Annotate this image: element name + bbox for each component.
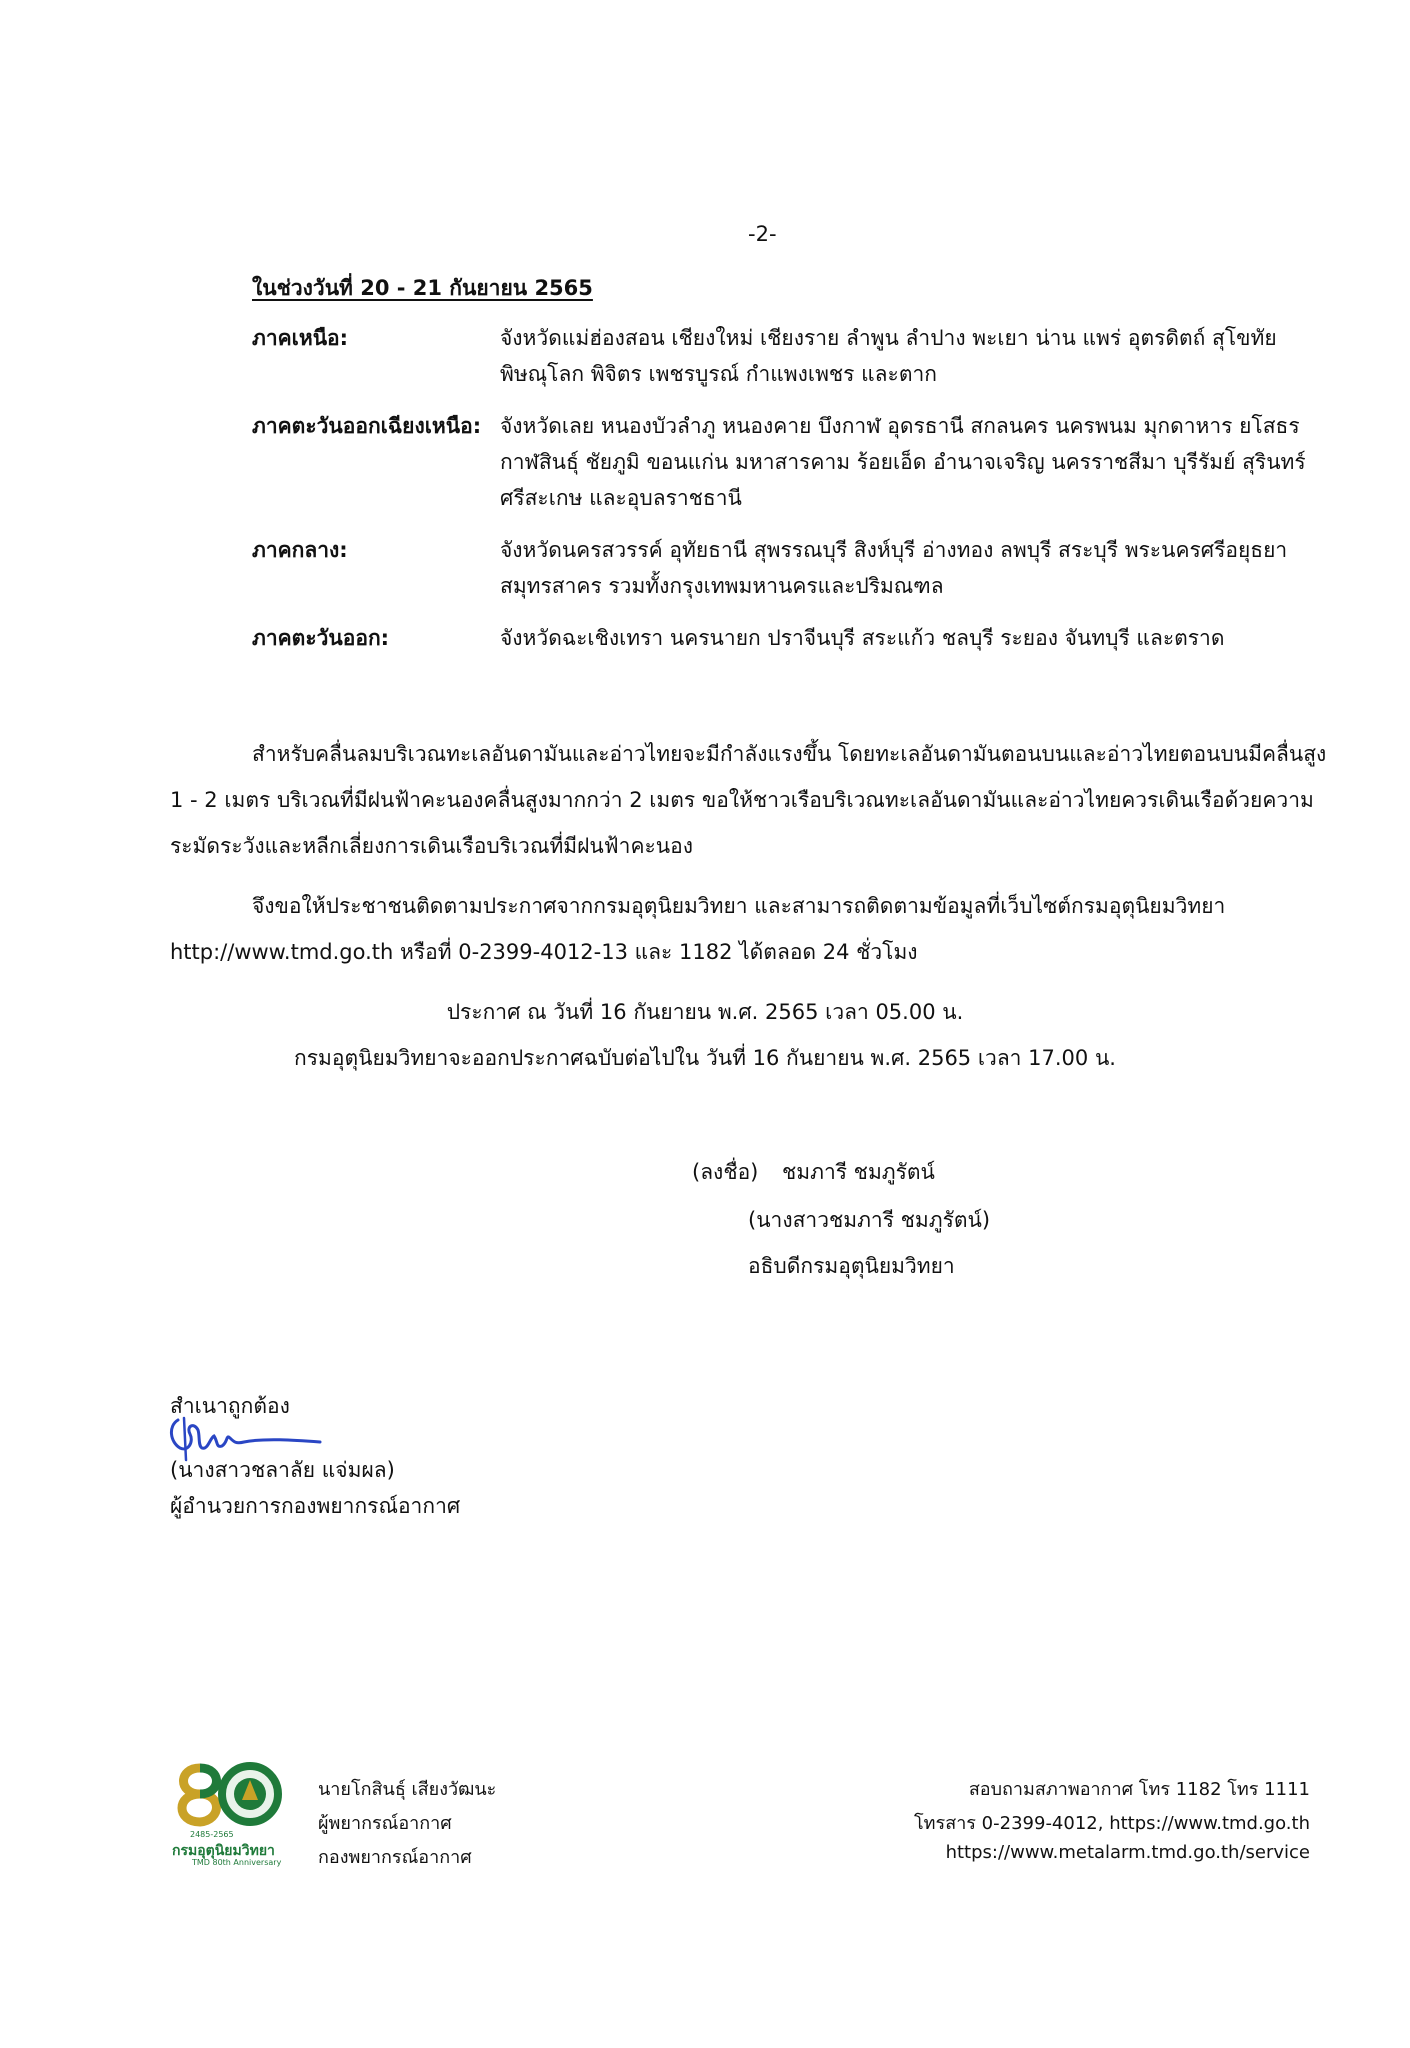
certified-position: ผู้อำนวยการกองพยากรณ์อากาศ	[170, 1494, 461, 1518]
page-number: -2-	[748, 222, 777, 246]
signed-label: (ลงชื่อ)	[692, 1160, 759, 1184]
region-line: พิษณุโลก พิจิตร เพชรบูรณ์ กำแพงเพชร และตาก	[500, 362, 937, 386]
follow-paragraph-line: จึงขอให้ประชาชนติดตามประกาศจากกรมอุตุนิยมวิทยา และสามารถติดตามข้อมูลที่เว็บไซต์กรมอุตุนิยมวิทยา	[252, 894, 1226, 918]
region-name-northeast: ภาคตะวันออกเฉียงเหนือ:	[252, 414, 482, 438]
certified-name: (นางสาวชลาลัย แจ่มผล)	[170, 1458, 395, 1482]
wave-paragraph-line: สำหรับคลื่นลมบริเวณทะเลอันดามันและอ่าวไทยจะมีกำลังแรงขึ้น โดยทะเลอันดามันตอนบนและอ่าวไทยตอนบนมีคลื่นสูง	[252, 742, 1327, 766]
footer-forecaster-division: กองพยากรณ์อากาศ	[318, 1847, 472, 1868]
next-announce: กรมอุตุนิยมวิทยาจะออกประกาศฉบับต่อไปใน วันที่ 16 กันยายน พ.ศ. 2565 เวลา 17.00 น.	[294, 1046, 1116, 1070]
certified-label: สำเนาถูกต้อง	[170, 1394, 290, 1418]
region-name-north: ภาคเหนือ:	[252, 326, 349, 350]
footer-forecaster-title: ผู้พยากรณ์อากาศ	[318, 1813, 452, 1834]
region-line: จังหวัดนครสวรรค์ อุทัยธานี สุพรรณบุรี สิงห์บุรี อ่างทอง ลพบุรี สระบุรี พระนครศรีอยุธยา	[500, 538, 1288, 562]
wave-paragraph-line: ระมัดระวังและหลีกเลี่ยงการเดินเรือบริเวณที่มีฝนฟ้าคะนอง	[170, 834, 694, 858]
footer-forecaster-name: นายโกสินธุ์ เสียงวัฒนะ	[318, 1779, 497, 1800]
region-line: จังหวัดแม่ฮ่องสอน เชียงใหม่ เชียงราย ลำพูน ลำปาง พะเยา น่าน แพร่ อุตรดิตถ์ สุโขทัย	[500, 326, 1277, 350]
tmd-80th-logo	[170, 1760, 288, 1870]
footer-phone: สอบถามสภาพอากาศ โทร 1182 โทร 1111	[968, 1779, 1310, 1800]
wave-paragraph-line: 1 - 2 เมตร บริเวณที่มีฝนฟ้าคะนองคลื่นสูงมากกว่า 2 เมตร ขอให้ชาวเรือบริเวณทะเลอันดามันและอ่าวไทยควรเดินเรือด้วยความ	[170, 788, 1314, 812]
signed-name: ชมภารี ชมภูรัตน์	[782, 1160, 935, 1184]
logo-tagline: TMD 80th Anniversary	[192, 1858, 282, 1867]
footer-fax-website: โทรสาร 0-2399-4012, https://www.tmd.go.th	[914, 1813, 1310, 1834]
region-name-east: ภาคตะวันออก:	[252, 626, 390, 650]
region-line: จังหวัดเลย หนองบัวลำภู หนองคาย บึงกาฬ อุดรธานี สกลนคร นครพนม มุกดาหาร ยโสธร	[500, 414, 1300, 438]
signer-full-name: (นางสาวชมภารี ชมภูรัตน์)	[748, 1208, 991, 1232]
signer-position: อธิบดีกรมอุตุนิยมวิทยา	[748, 1254, 955, 1278]
period-heading: ในช่วงวันที่ 20 - 21 กันยายน 2565	[252, 276, 593, 300]
logo-years: 2485-2565	[190, 1830, 234, 1839]
region-line: จังหวัดฉะเชิงเทรา นครนายก ปราจีนบุรี สระแก้ว ชลบุรี ระยอง จันทบุรี และตราด	[500, 626, 1225, 650]
logo-name: กรมอุตุนิยมวิทยา	[172, 1843, 275, 1859]
region-line: ศรีสะเกษ และอุบลราชธานี	[500, 486, 742, 510]
footer-service-url: https://www.metalarm.tmd.go.th/service	[945, 1842, 1310, 1863]
region-line: สมุทรสาคร รวมทั้งกรุงเทพมหานครและปริมณฑล	[500, 574, 944, 598]
region-name-central: ภาคกลาง:	[252, 538, 348, 562]
follow-paragraph-line: http://www.tmd.go.th หรือที่ 0-2399-4012-13 และ 1182 ได้ตลอด 24 ชั่วโมง	[170, 940, 918, 964]
region-line: กาฬสินธุ์ ชัยภูมิ ขอนแก่น มหาสารคาม ร้อยเอ็ด อำนาจเจริญ นครราชสีมา บุรีรัมย์ สุรินทร์	[500, 450, 1306, 474]
announce-time: ประกาศ ณ วันที่ 16 กันยายน พ.ศ. 2565 เวลา 05.00 น.	[446, 1000, 964, 1024]
